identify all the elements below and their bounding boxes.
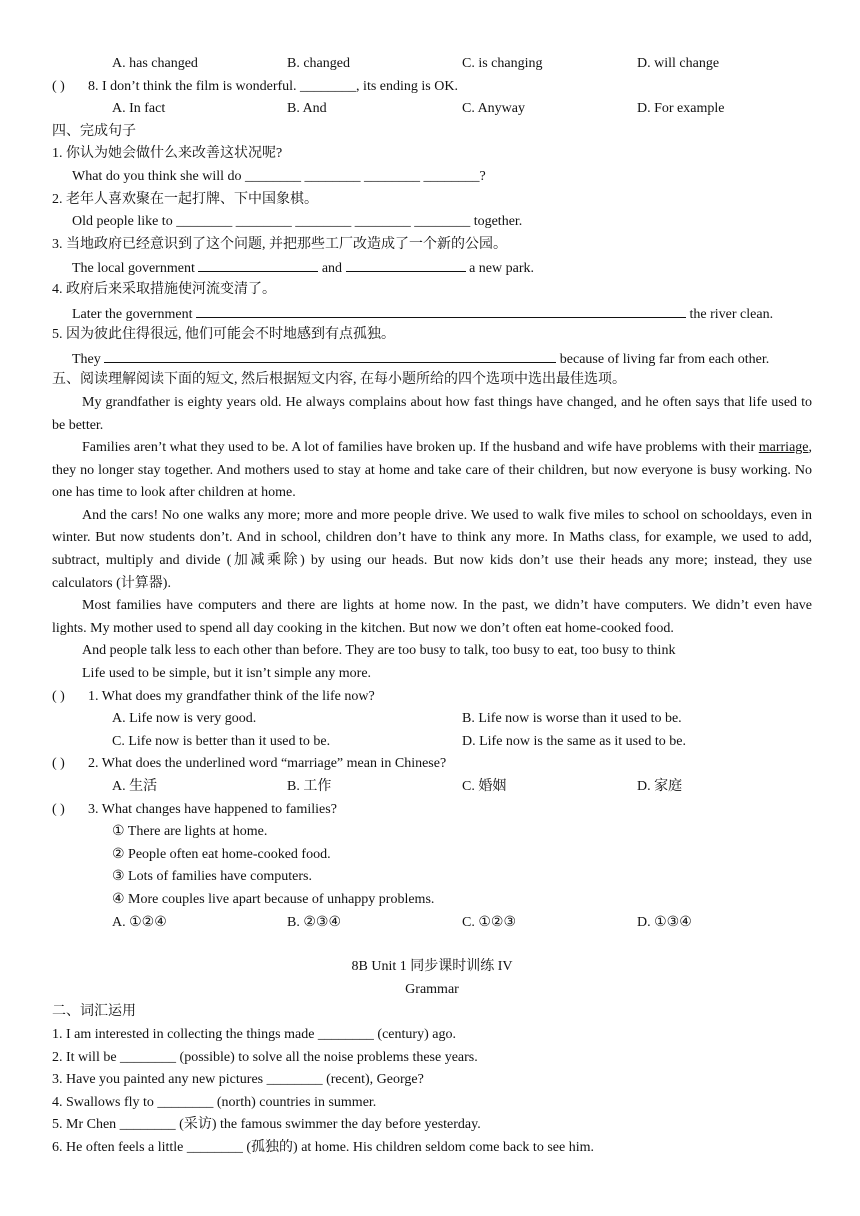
answer-paren: ( ) [52, 801, 65, 817]
option-a: A. In fact [112, 101, 166, 117]
option-c: C. 婚姻 [462, 779, 507, 794]
sentence-part: and [318, 261, 346, 277]
s4-item-5-en [52, 347, 812, 370]
option-c: C. Anyway [462, 101, 525, 117]
q8-options [52, 98, 812, 121]
question-text: 2. What does the underlined word “marriage” mean in Chinese? [88, 756, 447, 772]
paragraph-text: , they no longer stay together. And mothers used to stay at home and take care of their children, but now everyone is busy working. No one has time to look after children at home. [52, 440, 812, 501]
option-a: A. 生活 [112, 779, 158, 794]
passage-paragraph-3: And the cars! No one walks any more; more and more people drive. We used to walk five miles to school on schooldays, even in winter. But now students don’t. And in school, children don’t have to think any more. In Maths class, for example, we used to add, subtract, multiply and divide (加减乘除) by using our heads. But now kids don’t use their heads any more; instead, they use calculators (计算器). [52, 507, 812, 591]
section-5-title: 五、阅读理解阅读下面的短文, 然后根据短文内容, 在每小题所给的四个选项中选出最佳选项。 [52, 372, 626, 388]
option-c: C. Life now is better than it used to be. [112, 733, 331, 749]
reading-q3-item-3: ③ Lots of families have computers. [112, 869, 312, 885]
reading-q2-stem [52, 753, 812, 776]
worksheet-page [52, 53, 812, 1160]
s4-item-1-cn: 1. 你认为她会做什么来改善这状况呢? [52, 146, 283, 162]
s4-item-2-en: Old people like to ________ ________ ________ ________ ________ together. [72, 214, 523, 230]
s4-item-3-en [52, 256, 812, 279]
question-text: 1. What does my grandfather think of the life now? [88, 688, 375, 704]
passage-paragraph-2 [52, 437, 812, 505]
sentence-part: The local government [72, 261, 199, 277]
option-d: D. ①③④ [637, 914, 692, 930]
question-text: 3. What changes have happened to families? [88, 801, 337, 817]
paragraph-text: Families aren’t what they used to be. A lot of families have broken up. If the husband and wife have problems with their [82, 440, 759, 456]
option-a: A. Life now is very good. [112, 711, 257, 727]
s4-item-2-cn: 2. 老年人喜欢聚在一起打牌、下中国象棋。 [52, 191, 318, 207]
question-text: 8. I don’t think the film is wonderful. ________, its ending is OK. [88, 78, 458, 94]
option-a: A. has changed [112, 56, 198, 71]
reading-q1-options-row-2 [52, 731, 812, 754]
option-d: D. will change [637, 56, 720, 71]
option-d: D. For example [637, 101, 725, 117]
answer-blank[interactable] [346, 256, 466, 272]
option-b: B. And [287, 101, 327, 117]
reading-q3-item-4: ④ More couples live apart because of unhappy problems. [112, 891, 435, 907]
s4-item-5-cn: 5. 因为彼此住得很远, 他们可能会不时地感到有点孤独。 [52, 327, 395, 343]
option-c: C. ①②③ [462, 914, 516, 930]
s2-item-1: 1. I am interested in collecting the things made ________ (century) ago. [52, 1026, 456, 1042]
unit-title: 8B Unit 1 同步课时训练 IV [351, 959, 513, 975]
reading-q3-options [52, 912, 812, 935]
s4-item-4-cn: 4. 政府后来采取措施使河流变清了。 [52, 281, 276, 297]
section-2-title: 二、词汇运用 [52, 1004, 136, 1020]
option-b: B. changed [287, 56, 350, 71]
sentence-part: They [72, 351, 105, 367]
answer-paren: ( ) [52, 688, 65, 704]
answer-blank[interactable] [104, 347, 556, 363]
reading-q2-options [52, 776, 812, 799]
answer-blank[interactable] [196, 302, 686, 318]
reading-q1-stem [52, 686, 812, 709]
option-a: A. ①②④ [112, 914, 167, 930]
sentence-part: the river clean. [686, 306, 774, 322]
unit-subtitle: Grammar [405, 981, 459, 997]
reading-q3-stem [52, 799, 812, 822]
section-spacer [52, 934, 812, 956]
passage-paragraph-1: My grandfather is eighty years old. He always complains about how fast things have changed, and he often says that life used to be better. [52, 394, 812, 433]
answer-paren: ( ) [52, 78, 65, 94]
option-c: C. is changing [462, 56, 543, 71]
s4-item-1-en: What do you think she will do ________ ________ ________ ________? [72, 168, 486, 184]
q8-stem [52, 76, 812, 99]
sentence-part: Later the government [72, 306, 197, 322]
option-b: B. 工作 [287, 779, 332, 794]
answer-blank[interactable] [198, 256, 318, 272]
underlined-word: marriage [758, 440, 809, 456]
sentence-part: a new park. [465, 261, 534, 277]
option-d: D. Life now is the same as it used to be. [462, 733, 686, 749]
option-b: B. ②③④ [287, 914, 341, 930]
passage-paragraph-5: And people talk less to each other than before. They are too busy to talk, too busy to eat, too busy to think [82, 643, 676, 659]
reading-q3-item-2: ② People often eat home-cooked food. [112, 846, 331, 862]
s2-item-6: 6. He often feels a little ________ (孤独的) at home. His children seldom come back to see him. [52, 1139, 594, 1155]
q7-options [52, 53, 812, 76]
s2-item-4: 4. Swallows fly to ________ (north) countries in summer. [52, 1094, 377, 1110]
reading-q3-item-1: ① There are lights at home. [112, 824, 268, 840]
s2-item-5: 5. Mr Chen ________ (采访) the famous swimmer the day before yesterday. [52, 1117, 481, 1133]
s4-item-3-cn: 3. 当地政府已经意识到了这个问题, 并把那些工厂改造成了一个新的公园。 [52, 236, 507, 252]
s2-item-3: 3. Have you painted any new pictures ________ (recent), George? [52, 1072, 424, 1088]
sentence-part: because of living far from each other. [556, 351, 770, 367]
s4-item-4-en [52, 302, 812, 325]
passage-paragraph-4: Most families have computers and there are lights at home now. In the past, we didn’t have computers. We didn’t even have lights. My mother used to spend all day cooking in the kitchen. But now we don’t often eat home-cooked food. [52, 598, 812, 636]
reading-q1-options-row-1 [52, 708, 812, 731]
answer-paren: ( ) [52, 756, 65, 772]
passage-paragraph-6: Life used to be simple, but it isn’t simple any more. [82, 666, 372, 682]
s2-item-2: 2. It will be ________ (possible) to solve all the noise problems these years. [52, 1049, 478, 1065]
option-b: B. Life now is worse than it used to be. [462, 711, 682, 727]
option-d: D. 家庭 [637, 779, 683, 794]
section-4-title: 四、完成句子 [52, 123, 136, 139]
